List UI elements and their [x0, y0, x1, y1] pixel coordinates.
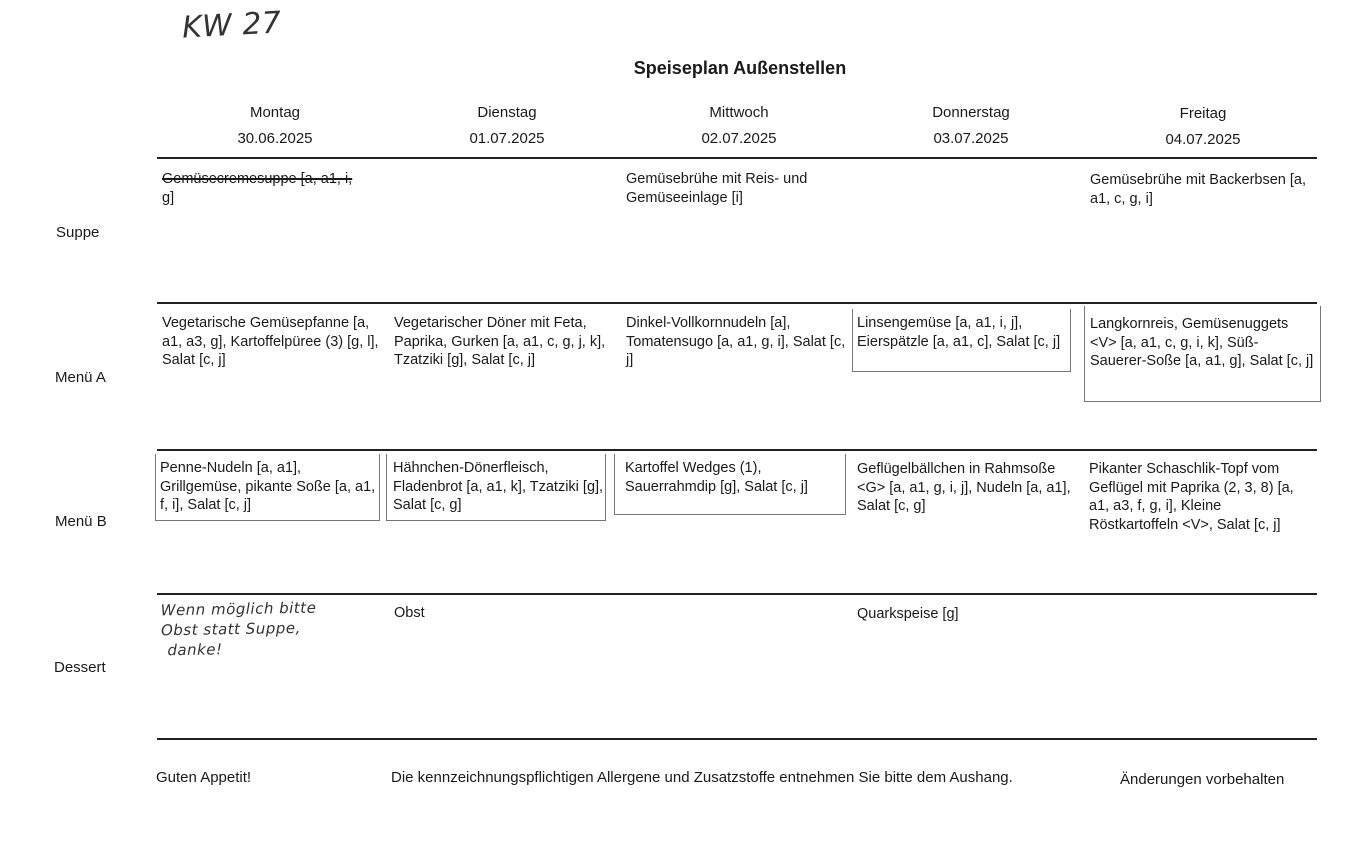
rule-suppe	[157, 302, 1317, 304]
cell-suppe-freitag: Gemüsebrühe mit Backerbsen [a, a1, c, g, i]	[1090, 172, 1306, 207]
cell-menu-a-freitag: Langkornreis, Gemüsenuggets <V> [a, a1, c, g, i, k], Süß-Sauerer-Soße [a, a1, g], Salat [c, j]	[1090, 316, 1314, 369]
cell-menu-b-montag: Penne-Nudeln [a, a1], Grillgemüse, pikante Soße [a, a1, f, i], Salat [c, j]	[160, 460, 376, 513]
rule-dessert	[157, 738, 1317, 740]
row-label-menu-b: Menü B	[55, 513, 107, 530]
day-header-donnerstag	[855, 104, 1087, 147]
cell-suppe-montag	[162, 170, 386, 207]
struck-item-rest: g]	[162, 189, 175, 206]
note-line: danke!	[167, 640, 223, 660]
handwritten-week-note: KW 27	[181, 5, 283, 46]
footer-greeting: Guten Appetit!	[156, 769, 252, 786]
page-title: Speiseplan Außenstellen	[633, 58, 847, 78]
rule-header	[157, 157, 1317, 159]
day-name: Montag	[249, 104, 301, 121]
cell-menu-b-dienstag: Hähnchen-Dönerfleisch, Fladenbrot [a, a1, k], Tzatziki [g], Salat [c, g]	[393, 460, 604, 513]
row-label-dessert: Dessert	[54, 659, 106, 676]
row-label-menu-a: Menü A	[55, 369, 106, 386]
footer-disclaimer: Änderungen vorbehalten	[1120, 771, 1285, 788]
note-line: Wenn möglich bitte	[160, 598, 317, 620]
rule-menu-b	[157, 593, 1317, 595]
struck-item: Gemüsecremesuppe [a, a1, i,	[162, 171, 353, 187]
cell-menu-a-dienstag: Vegetarischer Döner mit Feta, Paprika, Gurken [a, a1, c, g, j, k], Tzatziki [g], Salat [c, j]	[394, 315, 606, 368]
cell-menu-a-montag: Vegetarische Gemüsepfanne [a, a1, a3, g], Kartoffelpüree (3) [g, l], Salat [c, j]	[162, 315, 379, 368]
cell-menu-b-mittwoch: Kartoffel Wedges (1), Sauerrahmdip [g], Salat [c, j]	[625, 460, 808, 495]
cell-dessert-dienstag: Obst	[394, 605, 425, 621]
cell-menu-a-donnerstag: Linsengemüse [a, a1, i, j], Eierspätzle [a, a1, c], Salat [c, j]	[857, 315, 1061, 350]
footer-allergen-notice: Die kennzeichnungspflichtigen Allergene und Zusatzstoffe entnehmen Sie bitte dem Aushang.	[391, 769, 1013, 786]
day-date: 01.07.2025	[469, 130, 545, 147]
day-name: Mittwoch	[709, 104, 769, 121]
day-date: 03.07.2025	[933, 130, 1009, 147]
rule-menu-a	[157, 449, 1317, 451]
row-label-suppe: Suppe	[56, 224, 100, 241]
cell-menu-b-donnerstag: Geflügelbällchen in Rahmsoße <G> [a, a1, g, i, j], Nudeln [a, a1], Salat [c, g]	[857, 461, 1071, 514]
day-name: Freitag	[1179, 105, 1227, 122]
day-date: 02.07.2025	[701, 130, 777, 147]
cell-dessert-donnerstag: Quarkspeise [g]	[857, 606, 959, 622]
day-date: 30.06.2025	[237, 130, 313, 147]
cell-menu-a-mittwoch: Dinkel-Vollkornnudeln [a], Tomatensugo [a, a1, g, i], Salat [c, j]	[626, 315, 846, 368]
day-header-mittwoch	[623, 104, 855, 147]
day-date: 04.07.2025	[1165, 131, 1241, 148]
note-line: Obst statt Suppe,	[160, 618, 301, 640]
day-header-freitag	[1087, 105, 1319, 148]
day-name: Donnerstag	[932, 104, 1010, 121]
handwritten-dessert-note	[160, 598, 317, 661]
cell-menu-b-freitag: Pikanter Schaschlik-Topf vom Geflügel mit Paprika (2, 3, 8) [a, a1, a3, f, g, i], Kleine Röstkartoffeln <V>, Salat [c, j]	[1089, 461, 1294, 533]
cell-suppe-mittwoch: Gemüsebrühe mit Reis- und Gemüseeinlage [i]	[626, 171, 808, 206]
day-header-montag	[159, 104, 391, 147]
day-name: Dienstag	[477, 104, 537, 121]
day-header-dienstag	[391, 104, 623, 147]
